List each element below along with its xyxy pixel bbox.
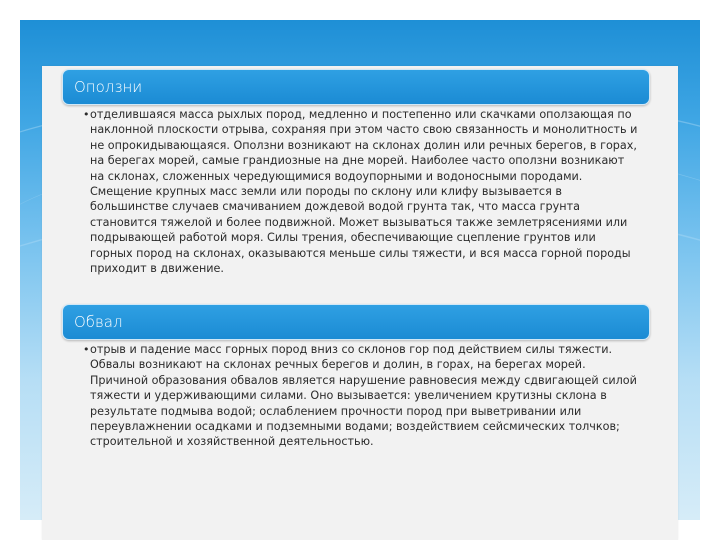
section-title: Оползни (74, 78, 143, 96)
bullet-icon: • (83, 108, 90, 121)
section-text: отделившаяся масса рыхлых пород, медленно и постепенно или скачками оползающая по наклонной плоскости отрыва, сохраняя при этом часто свою связанность и монолитность и не опрокидывающаяся. Оползни возникают на склонах долин или речных берегов, в горах, на берегах морей, самые грандиозные на дне морей. Наиболее часто оползни возникают на склонах, сложенных чередующимися водоупорными и водоносными породами. Смещение крупных масс земли или породы по склону или клифу вызывается в большинстве случаев смачиванием дождевой водой грунта так, что масса грунта становится тяжелой и более подвижной. Может вызываться также землетрясениями или подрывающей работой моря. Силы трения, обеспечивающие сцепление грунтов или горных пород на склонах, оказываются меньше силы тяжести, и вся масса горной породы приходит в движение. (90, 108, 638, 276)
bullet-icon: • (83, 343, 90, 356)
section-body-landslides (83, 107, 638, 276)
section-header-rockfall (62, 304, 650, 340)
section-text: отрыв и падение масс горных пород вниз со склонов гор под действием силы тяжести. Обвалы возникают на склонах речных берегов и долин, в горах, на берегах морей. Причиной образования обвалов является нарушение равновесия между сдвигающей силой тяжести и удерживающими силами. Оно вызывается: увеличением крутизны склона в результате подмыва водой; ослаблением прочности пород при выветривании или переувлажнении осадками и подземными водами; воздействием сейсмических толчков; строительной и хозяйственной деятельностью. (90, 343, 637, 449)
section-body-rockfall (83, 342, 638, 450)
section-header-landslides (62, 69, 650, 105)
section-title: Обвал (74, 313, 123, 331)
